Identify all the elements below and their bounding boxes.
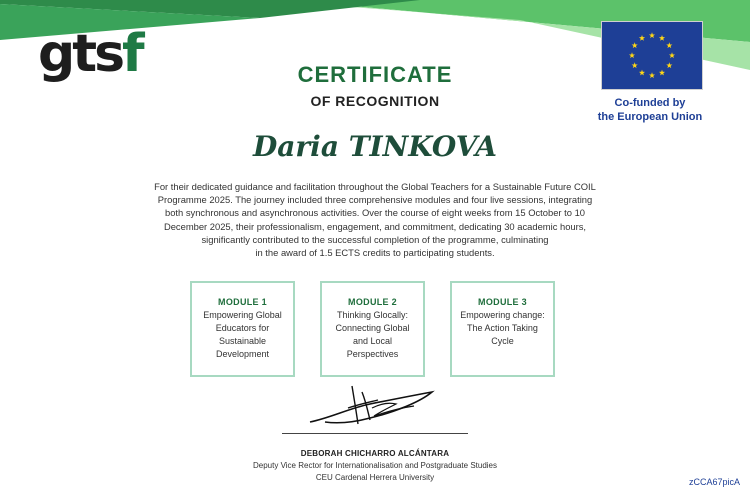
module-description: Thinking Glocally: Connecting Global and Local Perspectives	[335, 310, 410, 359]
module-card-1	[190, 281, 295, 377]
certificate-code: zCCA67picA	[688, 477, 740, 487]
module-card-2	[320, 281, 425, 377]
logo-text-accent: f	[122, 24, 142, 84]
signer-name: DEBORAH CHICHARRO ALCÁNTARA	[300, 449, 450, 458]
module-label: MODULE 1	[218, 297, 267, 307]
body-line: Programme 2025. The journey included three comprehensive modules and four live sessions, integrating	[157, 194, 593, 206]
module-card-3	[450, 281, 555, 377]
gtsf-logo	[38, 24, 142, 84]
eu-flag-icon	[601, 21, 703, 90]
signer-organization: CEU Cardenal Herrera University	[315, 473, 435, 482]
certificate-title: CERTIFICATE	[297, 62, 453, 87]
co-funded-label	[583, 96, 717, 124]
body-line: in the award of 1.5 ECTS credits to participating students.	[255, 247, 495, 259]
signature-line	[282, 433, 468, 434]
certificate-subtitle: OF RECOGNITION	[310, 93, 440, 109]
body-line: For their dedicated guidance and facilitation throughout the Global Teachers for a Sustainable Future COIL	[154, 181, 596, 192]
signer-title: Deputy Vice Rector for Internationalisation and Postgraduate Studies	[253, 461, 497, 470]
co-funded-line1: Co-funded by	[614, 97, 686, 109]
module-label: MODULE 2	[348, 297, 397, 307]
logo-text: gts	[38, 24, 123, 84]
signature-image	[300, 378, 450, 434]
body-line: significantly contributed to the successful completion of the programme, culminating	[201, 233, 549, 245]
certificate-body	[100, 180, 650, 259]
module-description: Empowering Global Educators for Sustainable Development	[203, 310, 282, 359]
body-line: both synchronous and asynchronous activities. Over the course of eight weeks from 15 October to 10	[164, 207, 586, 219]
module-description: Empowering change: The Action Taking Cycle	[460, 310, 545, 346]
module-label: MODULE 3	[478, 297, 527, 307]
recipient-name: Daria TINKOVA	[253, 130, 497, 163]
co-funded-line2: the European Union	[597, 111, 703, 123]
body-line: December 2025, their professionalism, engagement, and commitment, dedicating 30 academic hours,	[163, 220, 587, 232]
